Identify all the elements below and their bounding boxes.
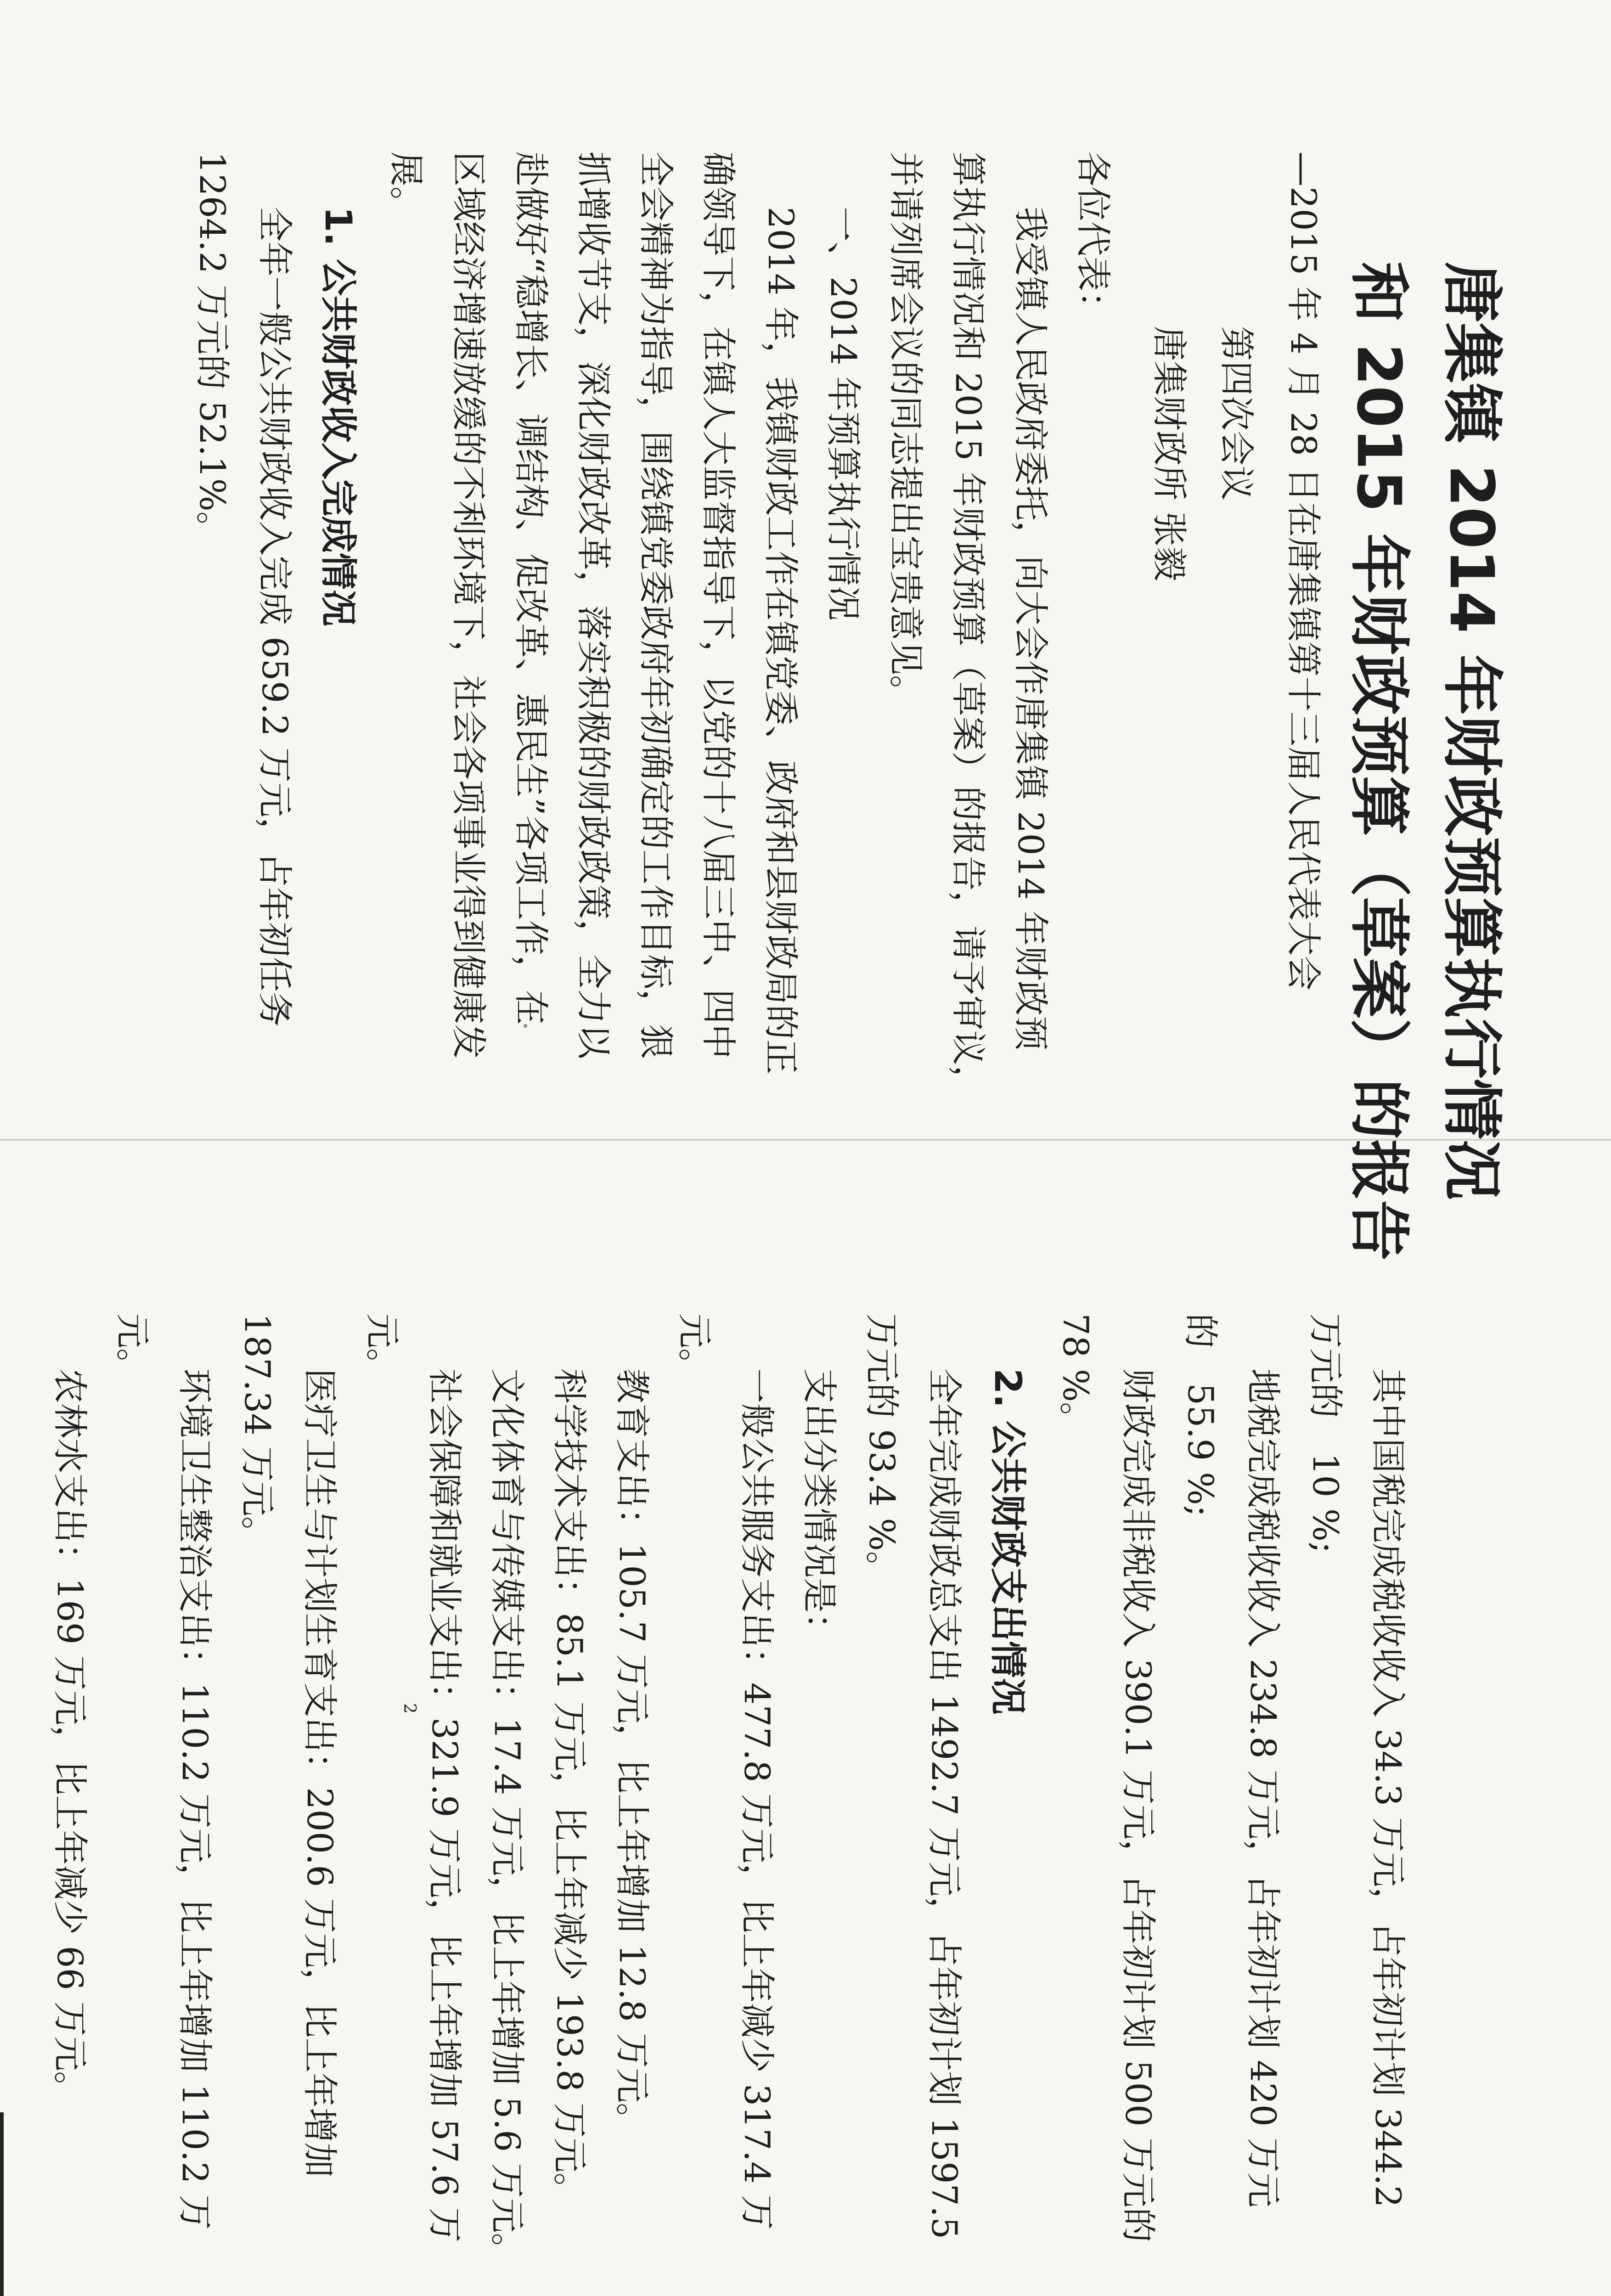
body-line: 一般公共服务支出：477.8 万元，比上年减少 317.4 万 xyxy=(737,1368,777,2230)
body-line: 环境卫生整治支出：110.2 万元，比上年增加 110.2 万 xyxy=(175,1368,215,2230)
report-title-line2: 和 2015 年财政预算（草案）的报告 xyxy=(1343,262,1414,1261)
body-line: 医疗卫生与计划生育支出：200.6 万元，比上年增加 xyxy=(299,1368,340,2178)
body-line: 1264.2 万元的 52.1%。 xyxy=(192,152,233,546)
body-line: 文化体育与传媒支出：17.4 万元，比上年增加 5.6 万元。 xyxy=(487,1368,528,2268)
body-line: 科学技术支出：85.1 万元，比上年减少 193.8 万元。 xyxy=(549,1368,590,2208)
body-line: 社会保障和就业支出：321.9 万元，比上年增加 57.6 万 xyxy=(424,1368,465,2243)
body-line: 抓增收节支，深化财政改革，落实积极的财政政策，全力以 xyxy=(573,152,614,1059)
body-line: 地税完成税收收入 234.8 万元，占年初计划 420 万元 xyxy=(1243,1368,1284,2208)
body-line: 其中国税完成税收收入 34.3 万元，占年初计划 344.2 xyxy=(1368,1368,1408,2208)
page-number: 2 xyxy=(400,1703,419,1714)
subsection-heading: 1. 公共财政收入完成情况 xyxy=(317,207,360,626)
body-line: 支出分类情况是： xyxy=(799,1368,840,1648)
body-line: 187.34 万元。 xyxy=(237,1313,278,1552)
body-line: 万元的 93.4 %。 xyxy=(862,1313,902,1586)
section-heading: 一、2014 年预算执行情况 xyxy=(823,207,864,621)
body-line: 教育支出：105.7 万元，比上年增加 12.8 万元。 xyxy=(612,1368,653,2138)
salutation: 各位代表： xyxy=(1073,152,1114,326)
report-title-line1: 唐集镇 2014 年财政预算执行情况 xyxy=(1436,262,1507,1200)
subsection-heading: 2. 公共财政支出情况 xyxy=(986,1368,1029,1715)
body-line: 元。 xyxy=(362,1313,403,1383)
body-line: 元。 xyxy=(674,1313,715,1383)
body-line: 78 %。 xyxy=(1055,1313,1096,1437)
meeting-session: 第四次会议 xyxy=(1216,326,1257,501)
body-line: 的 55.9 %; xyxy=(1180,1313,1221,1517)
intro-line: 我受镇人民政府委托，向大会作唐集镇 2014 年财政预 xyxy=(1010,207,1051,1051)
body-line: 全年完成财政总支出 1492.7 万元，占年初计划 1597.5 xyxy=(924,1368,965,2240)
body-line: 展。 xyxy=(386,152,427,221)
meeting-line: —2015 年 4 月 28 日在唐集镇第十三届人民代表大会 xyxy=(1283,152,1324,991)
report-second-page xyxy=(50,1313,1408,2296)
body-line: 2014 年，我镇财政工作在镇党委、政府和县财政局的正 xyxy=(760,207,801,1075)
body-line: 全年一般公共财政收入完成 659.2 万元，占年初任务 xyxy=(254,207,295,1027)
body-line: 赴做好“稳增长、调结构、促改革、惠民生”各项工作，在 xyxy=(511,152,552,1025)
body-line: 元。 xyxy=(112,1313,153,1383)
body-line: 确领导下，在镇人大监督指导下，以党的十八届三中、四中 xyxy=(698,152,739,1059)
body-line: 财政完成非税收入 390.1 万元，占年初计划 500 万元的 xyxy=(1118,1368,1159,2243)
scan-edge-mark xyxy=(0,2112,4,2296)
intro-line: 并请列席会议的同志提出宝贵意见。 xyxy=(885,152,926,710)
intro-line: 算执行情况和 2015 年财政预算（草案）的报告，请予审议， xyxy=(948,152,989,1100)
body-line: 农林水支出：169 万元，比上年减少 66 万元。 xyxy=(50,1368,90,2106)
body-line: 全会精神为指导，围绕镇党委政府年初确定的工作目标，狠 xyxy=(636,152,676,1059)
report-author: 唐集财政所 张毅 xyxy=(1149,326,1190,582)
body-line: 区域经济增速放缓的不利环境下，社会各项事业得到健康发 xyxy=(448,152,489,1059)
body-line: 万元的 10 %; xyxy=(1305,1313,1346,1553)
